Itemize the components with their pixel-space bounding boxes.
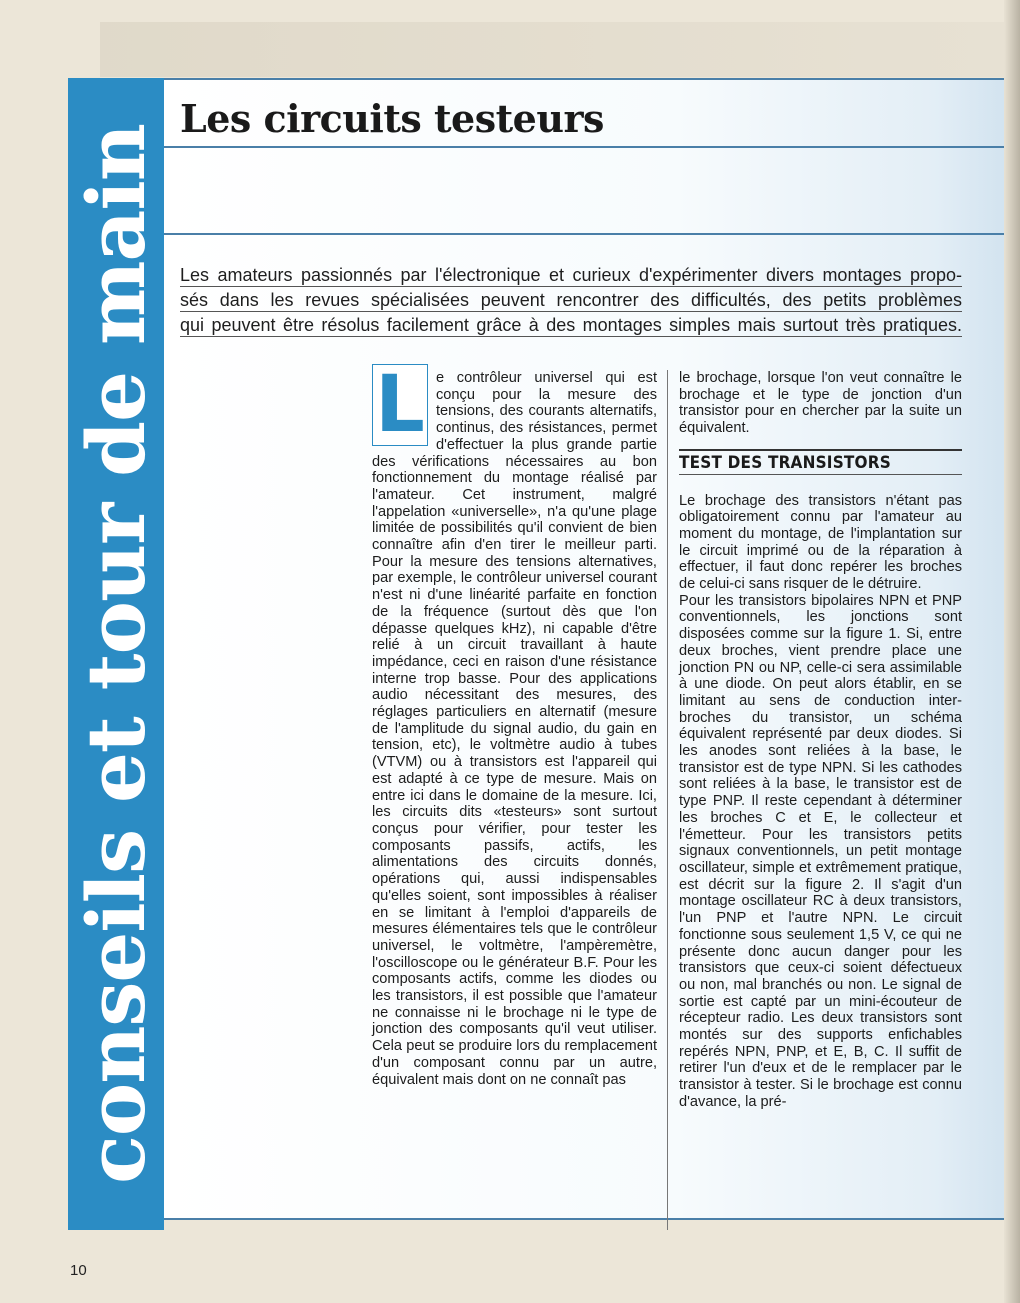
section-heading: TEST DES TRANSISTORS	[679, 449, 962, 475]
title-rule	[164, 146, 1020, 148]
lede-line-2: sés dans les revues spécialisées peuvent rencontrer des difficultés, des petits problèmes	[180, 290, 962, 310]
side-banner	[68, 78, 164, 1230]
lede-line-3: qui peuvent être résolus facilement grâce à des montages simples mais surtout très pratiques.	[180, 315, 962, 335]
column-2-intro: le brochage, lorsque l'on veut connaître le brochage et le type de jonction d'un transistor pour en chercher par la suite un équivalent.	[679, 370, 962, 437]
page-number: 10	[70, 1262, 87, 1279]
lede-top-rule	[164, 233, 1020, 235]
page-title: Les circuits testeurs	[180, 96, 604, 141]
lede-line-1: Les amateurs passionnés par l'électronique et curieux d'expérimenter divers montages propo-	[180, 265, 962, 285]
column-2-paragraph-2: Pour les transistors bipolaires NPN et PNP conventionnels, les jonctions sont disposées comme sur la figure 1. Si, entre deux broches, vient prendre place une jonction PN ou NP, celle-ci sera assimilable à une diode. On peut alors établir, en se limitant au sens de conduction inter-broches du transistor, un schéma équivalent représenté par deux diodes. Si les anodes sont reliées à la base, le transistor est de type NPN. Si les cathodes sont reliées à la base, le transistor est de type PNP. Il reste cependant à déterminer les broches C et E, le collecteur et l'émetteur. Pour les transistors petits signaux conventionnels, un petit montage oscillateur, simple et extrêmement pratique, est décrit sur la figure 2. Il s'agit d'un montage oscillateur RC à deux transistors, l'un PNP et l'autre NPN. Le circuit fonctionne sous seulement 1,5 V, ce qui ne présente donc aucun danger pour les transistors que ceux-ci soient défectueux ou non, mal branchés ou non. Le signal de sortie est capté par un mini-écouteur de récepteur radio. Les deux transistors sont montés sur des supports enfichables repérés NPN, PNP, et E, B, C. Il suffit de retirer l'un d'eux et de le remplacer par le transistor à tester. Si le brochage est connu d'avance, la pré-	[679, 592, 962, 1110]
drop-cap-letter: L	[375, 360, 425, 450]
top-rule	[164, 78, 1020, 80]
bottom-rule	[164, 1218, 1020, 1220]
drop-cap	[372, 360, 428, 450]
column-1-text: e contrôleur universel qui est conçu pour la mesure des tensions, des courants alternatifs, continus, des résistances, permet d'effectuer la plus grande partie des vérifications nécessaires au bon fonctionnement du montage réalisé par l'amateur. Cet instrument, malgré l'appelation «universelle», n'a qu'une plage limitée de possibilités qu'il convient de bien connaître afin d'en tirer le meilleur parti. Pour la mesure des tensions alternatives, par exemple, le contrôleur universel courant n'est ni d'une linéarité parfaite en fonction de la fréquence (surtout dès que l'on dépasse quelques kHz), ni capable d'être relié à un circuit travaillant à haute impédance, ceci en raison d'une résistance interne trop basse. Pour des applications audio nécessitant des mesures, des réglages particuliers en alternatif (mesure de l'amplitude du signal audio, du gain en tension, etc), le voltmètre audio à tubes (VTVM) ou à transistors est l'appareil qui est adapté à ce type de mesure. Mais on entre ici dans le domaine de la mesure. Ici, les circuits dits «testeurs» sont surtout conçus pour vérifier, pour tester les composants passifs, actifs, les alimentations des circuits donnés, opérations qui, aussi indispensables qu'elles soient, sont impossibles à réaliser en se limitant à l'emploi d'appareils de mesures élémentaires tels que le contrôleur universel, le voltmètre, l'ampèremètre, l'oscilloscope ou le générateur B.F. Pour les composants actifs, comme les diodes ou les transistors, il est possible que l'amateur ne connaisse ni le brochage ni le type de jonction des composants qu'il veut utiliser. Cela peut se produire lors du remplacement d'un composant connu par un autre, équivalent mais dont on ne connaît pas	[372, 370, 657, 1088]
side-banner-text: conseils et tour de main	[69, 124, 163, 1184]
column-2-paragraph-1: Le brochage des transistors n'étant pas obligatoirement connu par l'amateur au moment du montage, de l'implantation sur le circuit imprimé ou de la réparation à effectuer, il faut donc repérer les broches de celui-ci sans risquer de le détruire.	[679, 492, 962, 593]
page-gutter	[1004, 0, 1020, 1303]
column-1	[372, 360, 657, 1088]
column-divider	[667, 370, 668, 1230]
column-2	[679, 370, 962, 1111]
previous-page-bleed	[100, 22, 1020, 77]
